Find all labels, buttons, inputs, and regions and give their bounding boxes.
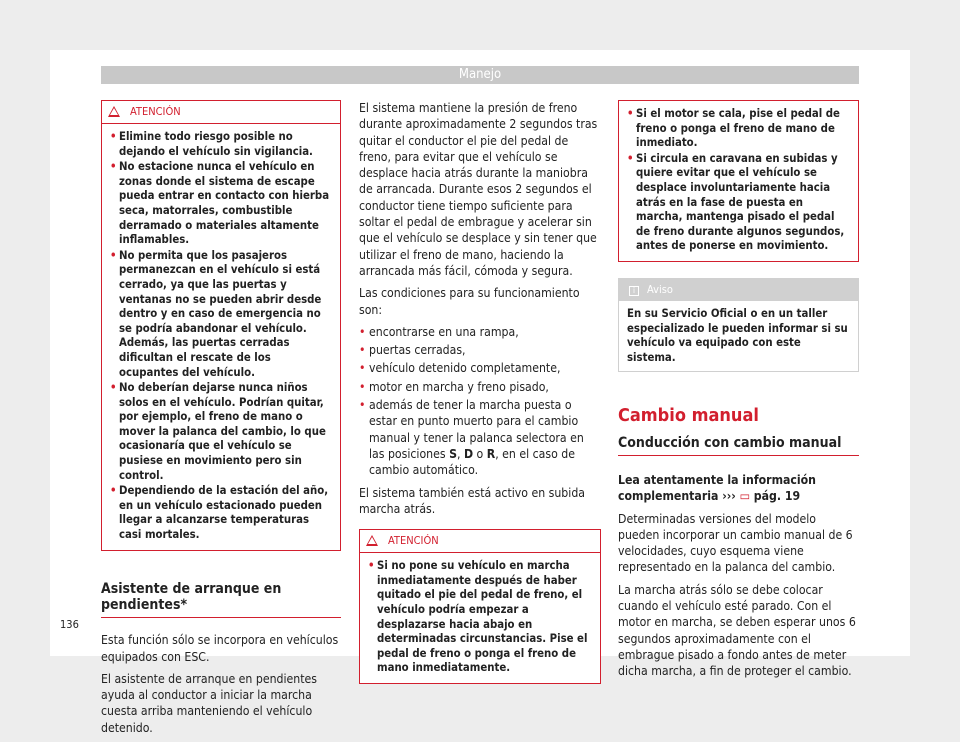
condition-item: • vehículo detenido completamente, [359, 360, 601, 376]
book-icon: ▭ [739, 489, 750, 504]
paragraph: Determinadas versiones del modelo pueden incorporar un cambio manual de 6 velocidades, cuyo esquema viene representado en la palanca del cambio. [618, 511, 853, 575]
warning-triangle-icon [366, 535, 378, 546]
paragraph: El sistema mantiene la presión de freno durante aproximadamente 2 segundos tras quitar el conductor el pie del pedal de freno, para evitar que el vehículo se desplace hacia atrás durante la maniobra de arrancada. Durante esos 2 segundos el conductor tiene tiempo suficiente para soltar el pedal de embrague y acelerar sin que el vehículo se desplace y sin tener que utilizar el freno de mano, haciendo la arrancada más fácil, cómoda y segura. [359, 101, 598, 278]
column-3 [618, 100, 859, 685]
paragraph: Esta función sólo se incorpora en vehículos equipados con ESC. [101, 633, 339, 664]
warning-body [360, 552, 600, 683]
intro-paragraph: Lea atentamente la información complementaria ››› ▭ pág. 19 [618, 472, 816, 504]
warning-item: • Si circula en caravana en subidas y quiere evitar que el vehículo se desplace involuntariamente hacia atrás en la fase de puesta en marcha, mantenga pisado el pedal de freno durante algunos segundos, antes de ponerse en movimiento. [627, 152, 850, 254]
note-body: En su Servicio Oficial o en un taller especializado le pueden informar si su vehículo va equipado con este sistema. [627, 306, 848, 364]
condition-item: • motor en marcha y freno pisado, [359, 379, 601, 395]
condition-item: • puertas cerradas, [359, 342, 601, 358]
warning-item: • Dependiendo de la estación del año, en un vehículo estacionado pueden llegar a alcanzarse temperaturas casi mortales. [110, 484, 332, 542]
page-header: Manejo [101, 66, 859, 84]
warning-body [619, 101, 858, 261]
warning-item: • Si el motor se cala, pise el pedal de freno o ponga el freno de mano de inmediato. [627, 107, 850, 151]
warning-title: ATENCIÓN [360, 530, 600, 552]
paragraph: Las condiciones para su funcionamiento son: [359, 286, 580, 317]
paragraph: La marcha atrás sólo se debe colocar cuando el vehículo esté parado. Con el motor en marcha, se deben esperar unos 6 segundos aproximadamente con el embrague pisado a fondo antes de meter dicha marcha, a fin de proteger el cambio. [618, 582, 856, 679]
reference-arrow: ››› [722, 489, 736, 504]
page-number: 136 [60, 618, 79, 631]
warning-item: • No estacione nunca el vehículo en zonas donde el sistema de escape pueda entrar en contacto con hierba seca, matorrales, combustible derramado o materiales altamente inflamables. [110, 160, 332, 248]
warning-triangle-icon [108, 106, 120, 117]
column-2 [359, 100, 601, 684]
note-box [618, 278, 859, 372]
info-icon: i [629, 286, 639, 296]
section-title: Asistente de arranque en pendientes* [101, 581, 341, 619]
warning-title: ATENCIÓN [102, 101, 340, 123]
warning-item: • No deberían dejarse nunca niños solos en el vehículo. Podrían quitar, por ejemplo, el freno de mano o mover la palanca del cambio, lo que ocasionaría que el vehículo se pusiese en movimiento pero sin control. [110, 381, 332, 483]
condition-item: • además de tener la marcha puesta o estar en punto muerto para el cambio manual y tener la palanca selectora en las posiciones S, D o R, en el caso de cambio automático. [359, 397, 601, 478]
warning-body [102, 123, 340, 550]
column-1 [101, 100, 341, 742]
warning-item: • Si no pone su vehículo en marcha inmediatamente después de haber quitado el pie del pedal de freno, el vehículo podría empezar a desplazarse hacia abajo en determinadas circunstancias. Pise el pedal de freno o ponga el freno de mano inmediatamente. [368, 559, 592, 676]
warning-item: • No permita que los pasajeros permanezcan en el vehículo si está cerrado, ya que las puertas y ventanas no se pueden abrir desde dentro y en caso de emergencia no se podría abandonar el vehículo. Además, las puertas cerradas dificultan el rescate de los ocupantes del vehículo. [110, 249, 332, 380]
chapter-title: Cambio manual [618, 405, 759, 427]
section-title: Conducción con cambio manual [618, 435, 859, 456]
page-reference[interactable]: pág. 19 [753, 489, 801, 504]
paragraph: El sistema también está activo en subida marcha atrás. [359, 485, 585, 516]
warning-box-2 [359, 529, 601, 684]
condition-item: • encontrarse en una rampa, [359, 324, 601, 340]
paragraph: El asistente de arranque en pendientes ayuda al conductor a iniciar la marcha cuesta arriba manteniendo el vehículo detenido. [101, 671, 317, 735]
warning-box-continued [618, 100, 859, 262]
note-title: i Aviso [619, 279, 858, 301]
warning-item: • Elimine todo riesgo posible no dejando el vehículo sin vigilancia. [110, 130, 332, 159]
warning-box-1 [101, 100, 341, 551]
